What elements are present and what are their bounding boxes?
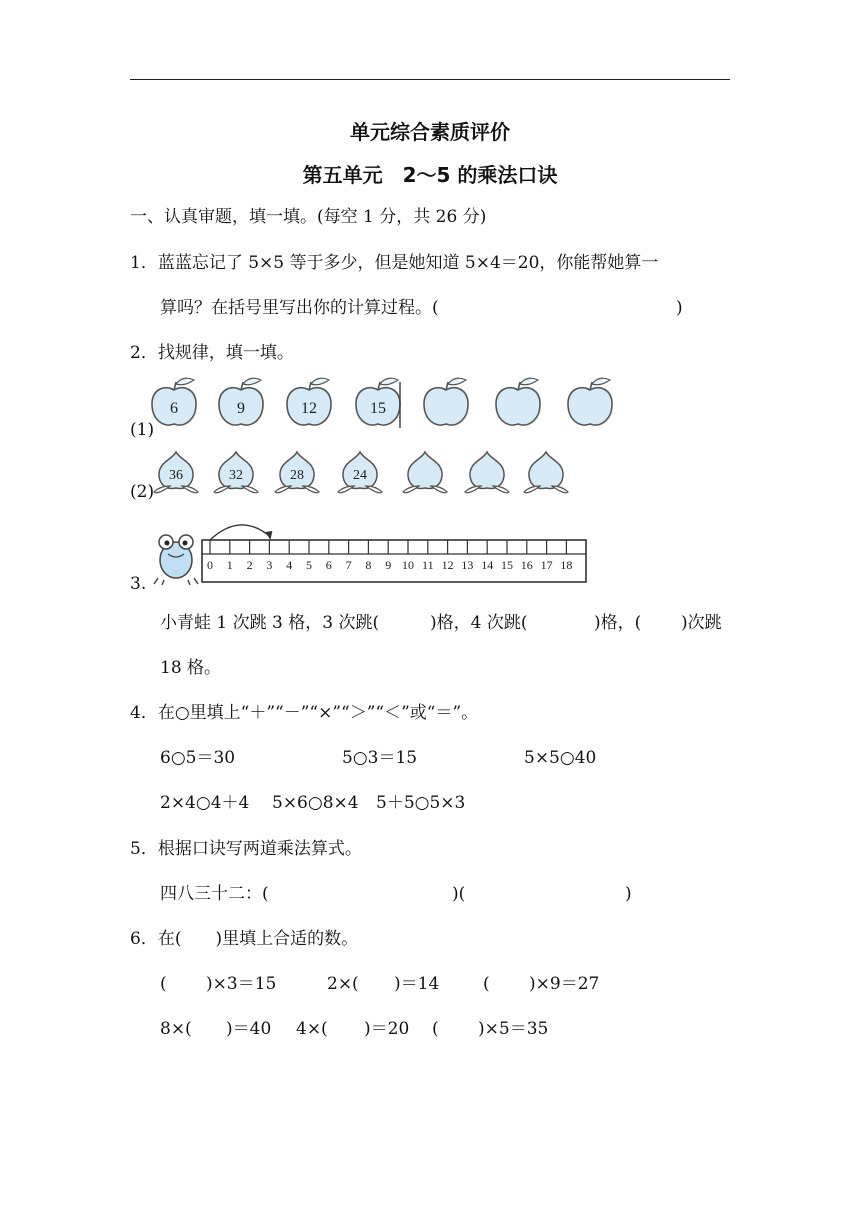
apple-value: 9 <box>237 400 245 417</box>
ruler-tick-label: 13 <box>461 558 474 572</box>
q6-expr-close: )×5＝35 <box>478 1019 549 1039</box>
peach-icon <box>275 452 319 493</box>
ruler-tick-label: 1 <box>226 558 233 572</box>
ruler-tick-label: 14 <box>481 558 494 572</box>
peach-icon <box>403 452 447 493</box>
apple-icon <box>152 378 196 425</box>
peach-icon <box>465 452 509 493</box>
apple-icon <box>287 378 331 425</box>
peach-value: 28 <box>290 468 304 483</box>
peach-icon <box>338 452 382 493</box>
q6-expr-open: ( <box>432 1019 439 1039</box>
ruler-tick-label: 12 <box>441 558 454 572</box>
q6-expr-open: 2×( <box>327 974 359 994</box>
apple-icon <box>424 378 468 425</box>
apple-icon <box>568 378 612 425</box>
q4-expr: 5○3＝15 <box>342 748 418 768</box>
peach-value: 24 <box>353 468 367 483</box>
ruler-tick-label: 8 <box>365 558 372 572</box>
q3-line1-b: )格，4 次跳( <box>430 613 528 633</box>
q4-expr: 5×6○8×4 <box>272 793 359 813</box>
q6-expr-close: )×3＝15 <box>206 974 277 994</box>
q4-expr: 6○5＝30 <box>160 748 236 768</box>
q6-expr-open: ( <box>160 974 167 994</box>
q6-label: 6．在( )里填上合适的数。 <box>130 929 359 949</box>
q6-expr-open: ( <box>483 974 490 994</box>
frog-ruler-figure <box>150 520 590 590</box>
q3-line2: 18 格。 <box>160 658 222 678</box>
q2-row1-label: (1) <box>130 420 155 440</box>
apple-value: 12 <box>301 400 317 417</box>
frog-icon <box>154 535 198 585</box>
jump-arrow-icon <box>265 531 272 540</box>
apple-icon <box>219 378 263 425</box>
peach-icon <box>154 452 198 493</box>
ruler-tick-label: 11 <box>422 558 434 572</box>
q3-line1-c: )格，( <box>594 613 642 633</box>
ruler-tick-label: 6 <box>325 558 332 572</box>
jump-arc <box>210 525 269 540</box>
peach-icon <box>524 452 568 493</box>
page-title: 单元综合素质评价 <box>350 120 510 144</box>
q1-line2: 算吗？在括号里写出你的计算过程。( <box>160 298 439 318</box>
q6-expr-close: )＝14 <box>394 974 440 994</box>
ruler-tick-label: 18 <box>560 558 573 572</box>
q6-expr-close: )×9＝27 <box>529 974 600 994</box>
ruler-tick-label: 4 <box>286 558 293 572</box>
ruler-tick-label: 9 <box>385 558 392 572</box>
q4-expr: 2×4○4＋4 <box>160 793 250 813</box>
q6-expr-close: )＝20 <box>364 1019 410 1039</box>
q4-expr: 5×5○40 <box>524 748 597 768</box>
ruler-tick-label: 17 <box>540 558 553 572</box>
q2-label: 2．找规律，填一填。 <box>130 343 294 363</box>
apple-row <box>150 376 630 436</box>
q5-line-b: )( <box>452 884 466 904</box>
q2-row2-label: (2) <box>130 482 155 502</box>
q4-label: 4．在○里填上“＋”“－”“×”“＞”“＜”或“＝”。 <box>130 703 479 723</box>
apple-icon <box>356 378 400 425</box>
header-rule <box>130 79 730 80</box>
ruler-tick-label: 0 <box>207 558 213 572</box>
q6-expr-open: 8×( <box>160 1019 192 1039</box>
q5-line-c: ) <box>625 884 632 904</box>
q3-line1-d: )次跳 <box>681 613 722 633</box>
q1-line1: 1．蓝蓝忘记了 5×5 等于多少，但是她知道 5×4＝20，你能帮她算一 <box>130 253 659 273</box>
section-heading: 一、认真审题，填一填。(每空 1 分，共 26 分) <box>130 207 487 227</box>
peach-row <box>150 448 580 500</box>
ruler-tick-label: 16 <box>520 558 533 572</box>
q4-expr: 5＋5○5×3 <box>376 793 466 813</box>
page-subtitle: 第五单元 2～5 的乘法口诀 <box>302 163 558 187</box>
q3-line1-a: 小青蛙 1 次跳 3 格，3 次跳( <box>160 613 380 633</box>
q1-answer-close: ) <box>676 298 683 318</box>
q6-expr-open: 4×( <box>296 1019 328 1039</box>
ruler-tick-label: 5 <box>306 558 312 572</box>
ruler-tick-label: 10 <box>402 558 414 572</box>
ruler-tick-label: 2 <box>246 558 253 572</box>
q5-label: 5．根据口诀写两道乘法算式。 <box>130 839 362 859</box>
q5-line-a: 四八三十二：( <box>160 884 269 904</box>
ruler-tick-label: 3 <box>266 558 273 572</box>
ruler-tick-label: 7 <box>345 558 352 572</box>
apple-icon <box>496 378 540 425</box>
ruler-tick-label: 15 <box>501 558 513 572</box>
peach-value: 32 <box>229 468 243 483</box>
q3-label: 3. <box>130 574 147 594</box>
peach-value: 36 <box>169 468 183 483</box>
apple-value: 6 <box>170 400 178 417</box>
peach-icon <box>214 452 258 493</box>
apple-value: 15 <box>370 400 386 417</box>
q6-expr-close: )＝40 <box>226 1019 272 1039</box>
